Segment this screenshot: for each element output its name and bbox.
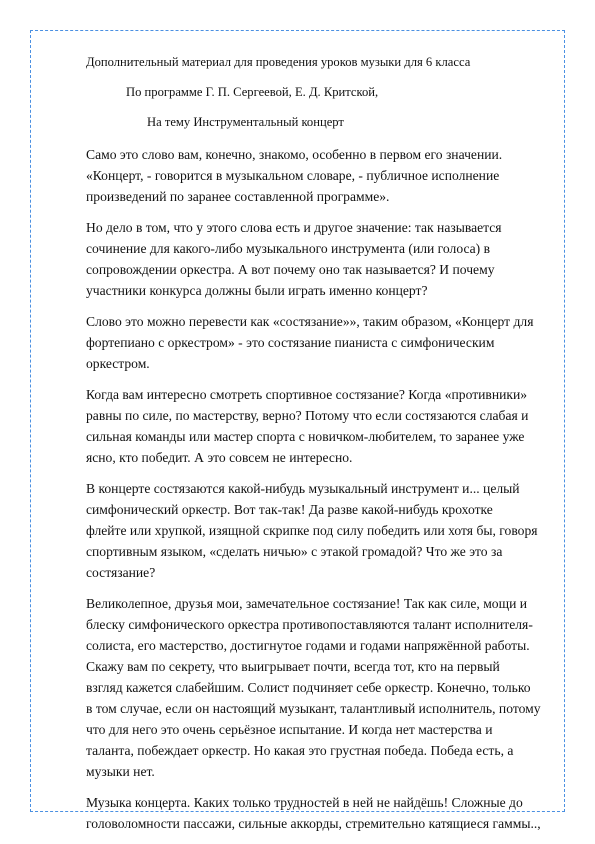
paragraph-line: оркестром. — [86, 356, 150, 371]
paragraph-line: в том случае, если он настоящий музыкант, талантливый исполнитель, потому — [86, 701, 541, 716]
paragraph-line: блеску симфонического оркестра противопоставляются талант исполнителя- — [86, 617, 533, 632]
paragraph-line: сильная команды или мастер спорта с новичком-любителем, то заранее уже — [86, 429, 525, 444]
paragraph-line: солиста, его мастерство, достигнутое годами и годами напряжённой работы. — [86, 638, 530, 653]
paragraph-line: произведений по заранее составленной программе». — [86, 189, 390, 204]
paragraph-line: ясно, кто победит. А это совсем не интересно. — [86, 450, 353, 465]
header-line-1: Дополнительный материал для проведения уроков музыки для 6 класса — [86, 55, 471, 69]
paragraph-line: «Концерт, - говорится в музыкальном словаре, - публичное исполнение — [86, 168, 500, 183]
paragraph-line: состязание? — [86, 565, 156, 580]
paragraph-line: участники конкурса должны были играть именно концерт? — [86, 283, 428, 298]
paragraph-line: равны по силе, по мастерству, верно? Потому что если состязаются слабая и — [86, 408, 529, 423]
paragraphs — [86, 144, 548, 834]
paragraph-line: фортепиано с оркестром» - это состязание пианиста с симфоническим — [86, 335, 495, 350]
paragraph — [86, 311, 548, 374]
paragraph — [86, 217, 548, 301]
paragraph-line: сопровождении оркестра. А вот почему оно так называется? И почему — [86, 262, 495, 277]
paragraph-line: Само это слово вам, конечно, знакомо, особенно в первом его значении. — [86, 147, 503, 162]
paragraph-line: что для него это очень серьёзное испытание. И когда нет мастерства и — [86, 722, 493, 737]
paragraph-line: Великолепное, друзья мои, замечательное состязание! Так как силе, мощи и — [86, 596, 528, 611]
paragraph-line: головоломности пассажи, сильные аккорды, стремительно катящиеся гаммы.., — [86, 816, 541, 831]
paragraph — [86, 593, 548, 782]
paragraph-line: спортивным языком, «сделать ничью» с этакой громадой? Что же это за — [86, 544, 503, 559]
header-line-3: На тему Инструментальный концерт — [147, 115, 344, 129]
paragraph-line: флейте или хрупкой, изящной скрипке под силу победить или хотя бы, говоря — [86, 523, 538, 538]
paragraph-line: Музыка концерта. Каких только трудностей в ней не найдёшь! Сложные до — [86, 795, 523, 810]
paragraph-line: сочинение для какого-либо музыкального инструмента (или голоса) в — [86, 241, 491, 256]
paragraph — [86, 384, 548, 468]
paragraph-line: Когда вам интересно смотреть спортивное состязание? Когда «противники» — [86, 387, 528, 402]
paragraph-line: Скажу вам по секрету, что выигрывает почти, всегда тот, кто на первый — [86, 659, 500, 674]
paragraph — [86, 478, 548, 583]
paragraph-line: музыки нет. — [86, 764, 155, 779]
paragraph-line: Слово это можно перевести как «состязание»», таким образом, «Концерт для — [86, 314, 534, 329]
paragraph-line: симфонический оркестр. Вот так-так! Да разве какой-нибудь крохотке — [86, 502, 493, 517]
paragraph-line: Но дело в том, что у этого слова есть и другое значение: так называется — [86, 220, 502, 235]
paragraph-line: взгляд кажется слабейшим. Солист подчиняет себе оркестр. Конечно, только — [86, 680, 531, 695]
document-body — [86, 54, 548, 844]
header-line-2: По программе Г. П. Сергеевой, Е. Д. Критской, — [126, 85, 379, 99]
paragraph — [86, 144, 548, 207]
paragraph-line: таланта, побеждает оркестр. Но какая это грустная победа. Победа есть, а — [86, 743, 514, 758]
paragraph-line: В концерте состязаются какой-нибудь музыкальный инструмент и... целый — [86, 481, 520, 496]
paragraph — [86, 792, 548, 834]
